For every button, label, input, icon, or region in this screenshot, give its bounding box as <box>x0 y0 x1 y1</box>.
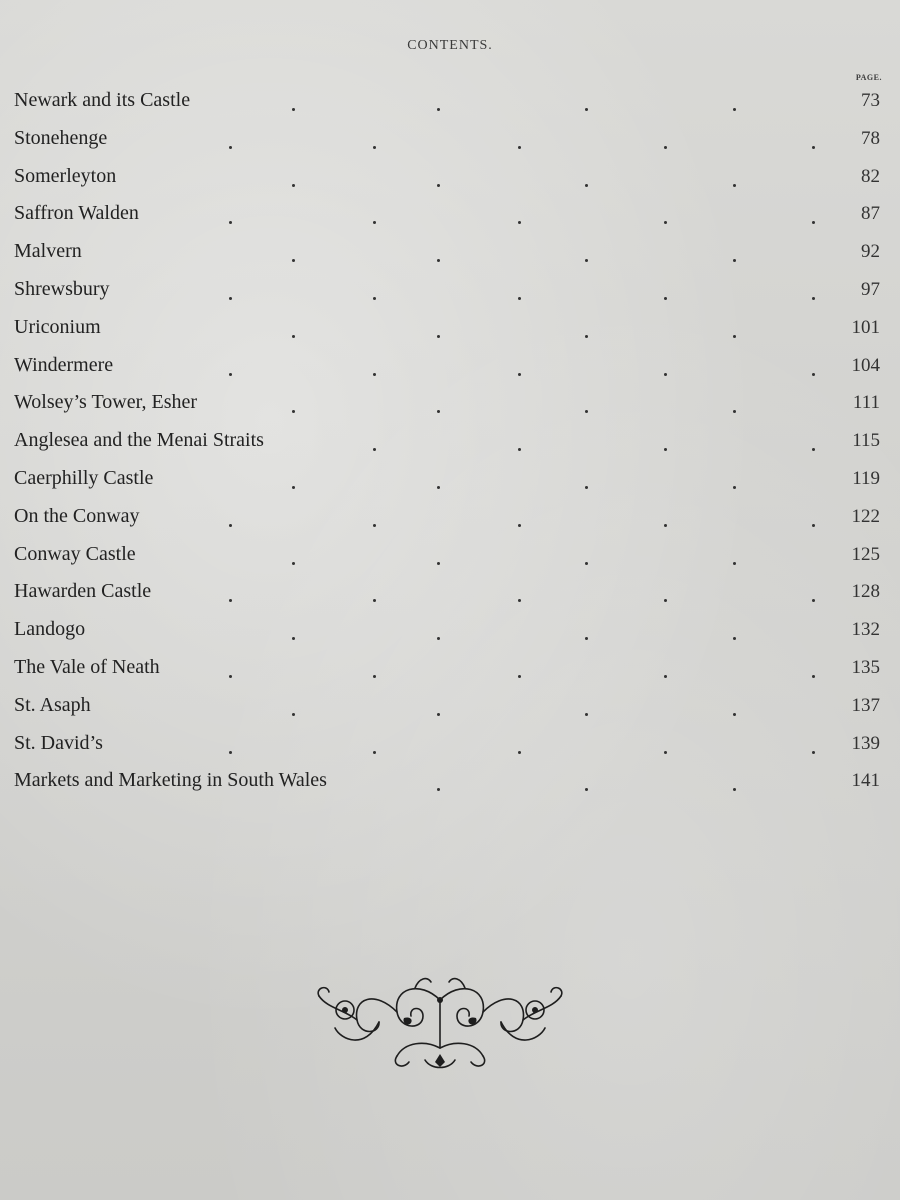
leader-dot <box>664 599 667 602</box>
toc-entry <box>0 197 900 235</box>
toc-entry-title: Conway Castle <box>14 542 136 565</box>
leader-dot <box>518 675 521 678</box>
toc-entry <box>0 651 900 689</box>
leader-dot <box>812 448 815 451</box>
leader-dot <box>292 562 295 565</box>
toc-leader-dots <box>0 349 900 387</box>
toc-entry <box>0 613 900 651</box>
leader-dot <box>585 562 588 565</box>
leader-dot <box>664 221 667 224</box>
leader-dot <box>812 599 815 602</box>
leader-dot <box>373 221 376 224</box>
toc-leader-dots <box>0 273 900 311</box>
toc-entry <box>0 727 900 765</box>
leader-dot <box>585 108 588 111</box>
leader-dot <box>229 599 232 602</box>
toc-entry-title: Caerphilly Castle <box>14 466 154 489</box>
leader-dot <box>229 373 232 376</box>
toc-leader-dots <box>0 84 900 122</box>
toc-entry <box>0 575 900 613</box>
leader-dot <box>518 599 521 602</box>
toc-leader-dots <box>0 575 900 613</box>
toc-entry-page-number: 78 <box>861 127 880 149</box>
toc-leader-dots <box>0 500 900 538</box>
toc-entry-page-number: 115 <box>852 430 880 452</box>
toc-entry-title: Stonehenge <box>14 126 108 149</box>
toc-entry <box>0 311 900 349</box>
leader-dot <box>229 751 232 754</box>
toc-entry-title: St. Asaph <box>14 693 91 716</box>
leader-dot <box>292 259 295 262</box>
leader-dot <box>664 751 667 754</box>
toc-entry-title: Uriconium <box>14 315 101 338</box>
leader-dot <box>437 713 440 716</box>
leader-dot <box>229 221 232 224</box>
leader-dot <box>812 373 815 376</box>
toc-entry-page-number: 97 <box>861 278 880 300</box>
toc-leader-dots <box>0 235 900 273</box>
leader-dot <box>437 788 440 791</box>
leader-dot <box>733 259 736 262</box>
leader-dot <box>812 221 815 224</box>
leader-dot <box>292 108 295 111</box>
leader-dot <box>664 146 667 149</box>
leader-dot <box>664 448 667 451</box>
toc-entry-page-number: 132 <box>851 619 880 641</box>
leader-dot <box>585 637 588 640</box>
toc-entry-title: Wolsey’s Tower, Esher <box>14 391 198 414</box>
leader-dot <box>518 448 521 451</box>
toc-entry-title: Landogo <box>14 618 86 641</box>
leader-dot <box>373 448 376 451</box>
toc-entry-title: Markets and Marketing in South Wales <box>14 769 327 792</box>
toc-leader-dots <box>0 311 900 349</box>
leader-dot <box>373 297 376 300</box>
leader-dot <box>733 335 736 338</box>
toc-entry-page-number: 128 <box>851 581 880 603</box>
leader-dot <box>585 486 588 489</box>
leader-dot <box>373 751 376 754</box>
toc-entry-page-number: 82 <box>861 165 880 187</box>
leader-dot <box>437 562 440 565</box>
toc-entry-title: On the Conway <box>14 504 140 527</box>
leader-dot <box>437 184 440 187</box>
leader-dot <box>229 297 232 300</box>
leader-dot <box>812 675 815 678</box>
leader-dot <box>812 297 815 300</box>
leader-dot <box>585 259 588 262</box>
toc-entry <box>0 462 900 500</box>
leader-dot <box>664 524 667 527</box>
leader-dot <box>733 713 736 716</box>
toc-entry-page-number: 139 <box>851 732 880 754</box>
toc-entry-title: Hawarden Castle <box>14 580 152 603</box>
leader-dot <box>585 713 588 716</box>
leader-dot <box>812 524 815 527</box>
leader-dot <box>518 751 521 754</box>
leader-dot <box>292 486 295 489</box>
toc-leader-dots <box>0 197 900 235</box>
toc-leader-dots <box>0 160 900 198</box>
leader-dot <box>733 562 736 565</box>
leader-dot <box>733 486 736 489</box>
toc-entry-title: The Vale of Neath <box>14 655 160 678</box>
leader-dot <box>812 146 815 149</box>
toc-leader-dots <box>0 386 900 424</box>
toc-entry-page-number: 135 <box>851 656 880 678</box>
leader-dot <box>292 713 295 716</box>
toc-entry <box>0 349 900 387</box>
toc-entry-title: Saffron Walden <box>14 202 139 225</box>
toc-entry-title: Shrewsbury <box>14 277 110 300</box>
leader-dot <box>437 410 440 413</box>
toc-entry <box>0 424 900 462</box>
toc-entry-title: Malvern <box>14 240 82 263</box>
toc-entry-page-number: 104 <box>851 354 880 376</box>
leader-dot <box>292 410 295 413</box>
toc-entry <box>0 160 900 198</box>
toc-entry-page-number: 101 <box>851 316 880 338</box>
leader-dot <box>518 373 521 376</box>
leader-dot <box>518 297 521 300</box>
toc-leader-dots <box>0 122 900 160</box>
leader-dot <box>373 675 376 678</box>
leader-dot <box>518 221 521 224</box>
toc-entry-title: Anglesea and the Menai Straits <box>14 429 264 452</box>
leader-dot <box>373 599 376 602</box>
toc-leader-dots <box>0 538 900 576</box>
leader-dot <box>664 675 667 678</box>
table-of-contents <box>0 84 900 802</box>
toc-entry <box>0 386 900 424</box>
toc-entry <box>0 122 900 160</box>
leader-dot <box>733 410 736 413</box>
leader-dot <box>585 184 588 187</box>
toc-entry <box>0 235 900 273</box>
toc-entry-page-number: 122 <box>851 505 880 527</box>
toc-leader-dots <box>0 424 900 462</box>
leader-dot <box>733 108 736 111</box>
toc-entry-title: St. David’s <box>14 731 103 754</box>
leader-dot <box>733 184 736 187</box>
leader-dot <box>437 486 440 489</box>
leader-dot <box>518 524 521 527</box>
toc-entry-page-number: 73 <box>861 90 880 111</box>
leader-dot <box>373 146 376 149</box>
toc-entry <box>0 84 900 122</box>
leader-dot <box>292 335 295 338</box>
leader-dot <box>585 788 588 791</box>
leader-dot <box>373 524 376 527</box>
toc-entry-page-number: 87 <box>861 203 880 225</box>
toc-entry <box>0 538 900 576</box>
leader-dot <box>437 108 440 111</box>
leader-dot <box>733 637 736 640</box>
floral-scroll-ornament-icon <box>305 970 575 1075</box>
leader-dot <box>664 297 667 300</box>
toc-leader-dots <box>0 651 900 689</box>
leader-dot <box>664 373 667 376</box>
toc-entry <box>0 500 900 538</box>
toc-entry-page-number: 92 <box>861 241 880 263</box>
leader-dot <box>292 184 295 187</box>
leader-dot <box>518 146 521 149</box>
page-column-label: PAGE. <box>855 73 882 82</box>
toc-entry-title: Windermere <box>14 353 114 376</box>
toc-entry-page-number: 137 <box>851 694 880 716</box>
toc-entry <box>0 273 900 311</box>
toc-leader-dots <box>0 613 900 651</box>
leader-dot <box>437 259 440 262</box>
page-title: CONTENTS. <box>407 38 493 53</box>
toc-leader-dots <box>0 689 900 727</box>
leader-dot <box>585 335 588 338</box>
toc-entry-page-number: 125 <box>851 543 880 565</box>
toc-entry-page-number: 141 <box>851 770 880 792</box>
toc-entry-page-number: 119 <box>852 467 880 489</box>
leader-dot <box>437 335 440 338</box>
toc-entry <box>0 764 900 802</box>
leader-dot <box>437 637 440 640</box>
toc-entry-title: Somerleyton <box>14 164 117 187</box>
toc-entry <box>0 689 900 727</box>
toc-leader-dots <box>0 727 900 765</box>
toc-leader-dots <box>0 462 900 500</box>
leader-dot <box>373 373 376 376</box>
leader-dot <box>229 146 232 149</box>
toc-entry-title: Newark and its Castle <box>14 89 191 111</box>
toc-entry-page-number: 111 <box>852 392 880 414</box>
leader-dot <box>812 751 815 754</box>
leader-dot <box>229 524 232 527</box>
leader-dot <box>292 637 295 640</box>
leader-dot <box>585 410 588 413</box>
leader-dot <box>229 675 232 678</box>
leader-dot <box>733 788 736 791</box>
toc-leader-dots <box>0 764 900 802</box>
